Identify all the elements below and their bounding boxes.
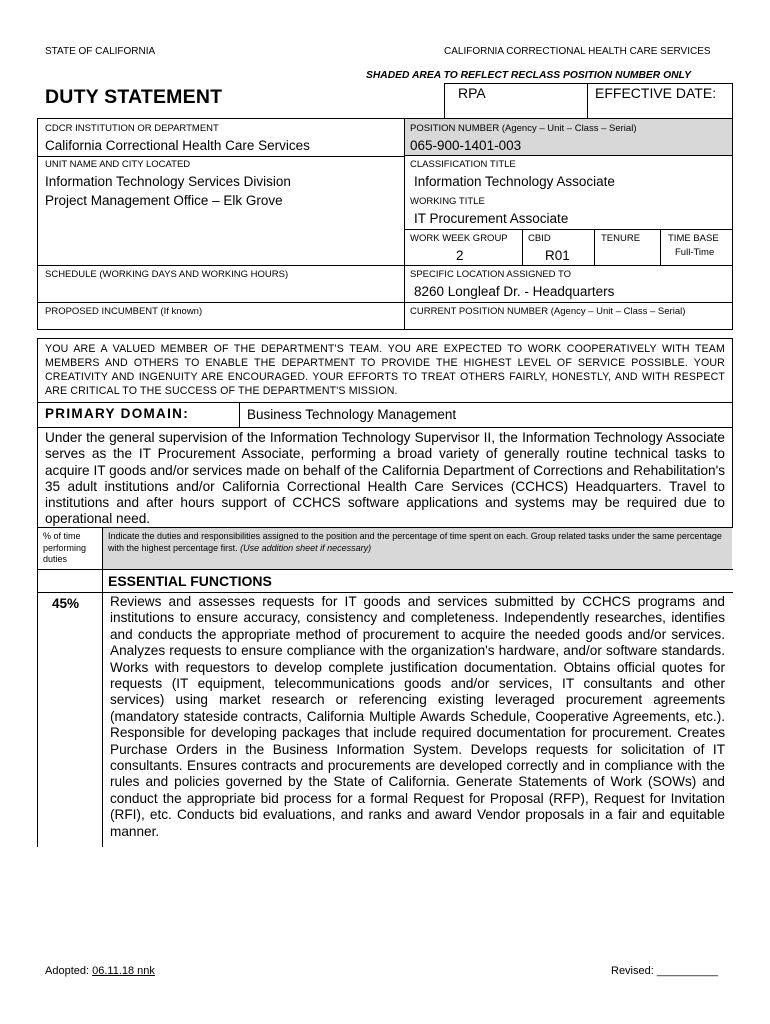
agency-label: CALIFORNIA CORRECTIONAL HEALTH CARE SERVICES	[444, 46, 711, 57]
shaded-area-note: SHADED AREA TO REFLECT RECLASS POSITION NUMBER ONLY	[366, 70, 691, 81]
schedule-label: SCHEDULE (WORKING DAYS AND WORKING HOURS)	[45, 269, 289, 280]
percent-time-label: % of time performing duties	[43, 531, 87, 564]
page-title: DUTY STATEMENT	[45, 86, 223, 108]
location-value: 8260 Longleaf Dr. - Headquarters	[414, 284, 615, 299]
cbid-label: CBID	[528, 233, 551, 244]
work-week-value: 2	[456, 248, 464, 263]
working-title-value: IT Procurement Associate	[414, 211, 569, 226]
work-week-label: WORK WEEK GROUP	[410, 233, 508, 244]
institution-label: CDCR INSTITUTION OR DEPARTMENT	[45, 123, 219, 134]
mission-statement: YOU ARE A VALUED MEMBER OF THE DEPARTMENT'S TEAM. YOU ARE EXPECTED TO WORK COOPERATIVELY WITH TEAM MEMBERS AND OTHERS TO ENABLE THE DEPARTMENT TO PROVIDE THE HIGHEST LEVEL OF SERVICE POSSIBLE. YOUR CREATIVITY AND INGENUITY ARE ENCOURAGED. YOUR EFFORTS TO TREAT OTHERS FAIRLY, HONESTLY, AND WITH RESPECT ARE CRITICAL TO THE SUCCESS OF THE DEPARTMENT'S MISSION.	[45, 343, 725, 397]
function-description: Reviews and assesses requests for IT goods and services submitted by CCHCS programs and institutions to ensure accuracy, consistency and completeness. Independently researches, identifies and conducts the appropriate method of procurement to acquire the needed goods and/or services. Analyzes requests to ensure compliance with the organization's hardware, and/or software standards. Works with requestors to develop complete justification documentation. Obtains official quotes for requests (IT equipment, telecommunications goods and/or services, IT consultants and other services) using market research or referencing existing leveraged procurement agreements (mandatory stateside contracts, California Multiple Awards Schedule, Cooperative Agreements, etc.). Responsible for developing packages that include required documentation for procurement. Creates Purchase Orders in the Business Information System. Develops requests for solicitation of IT consultants. Ensures contracts and procurements are developed correctly and in compliance with the rules and policies governed by the State of California. Generate Statements of Work (SOWs) and conduct the appropriate bid process for a formal Request for Proposal (RFP), Request for Invitation (RFI), etc. Conducts bid evaluations, and ranks and award Vendor proposals in a fair and equitable manner.	[110, 594, 725, 839]
working-title-label: WORKING TITLE	[410, 196, 485, 207]
classification-label: CLASSIFICATION TITLE	[410, 159, 516, 170]
location-label: SPECIFIC LOCATION ASSIGNED TO	[410, 269, 572, 280]
revised-footer: Revised: __________	[611, 965, 719, 977]
time-base-label: TIME BASE	[668, 233, 719, 244]
position-summary: Under the general supervision of the Information Technology Supervisor II, the Information Technology Associate serves as the IT Procurement Associate, performing a broad variety of generally routine technical tasks to acquire IT goods and/or services made on behalf of the California Department of Corrections and Rehabilitation's 35 adult institutions and/or California Correctional Health Care Services (CCHCS) Headquarters. Travel to institutions and after hours support of CCHCS software applications and systems may be required due to operational need.	[45, 430, 725, 527]
position-number-label: POSITION NUMBER (Agency – Unit – Class – Serial)	[410, 123, 637, 134]
unit-label: UNIT NAME AND CITY LOCATED	[45, 159, 191, 170]
function-percent: 45%	[52, 596, 80, 611]
effective-date-label: EFFECTIVE DATE:	[595, 85, 717, 101]
unit-value-line2: Project Management Office – Elk Grove	[45, 193, 283, 208]
time-base-value: Full-Time	[675, 247, 715, 258]
current-position-label: CURRENT POSITION NUMBER (Agency – Unit – Class – Serial)	[410, 306, 686, 317]
rpa-label: RPA	[458, 85, 486, 101]
state-label: STATE OF CALIFORNIA	[45, 46, 156, 57]
primary-domain-value: Business Technology Management	[247, 407, 457, 422]
classification-value: Information Technology Associate	[414, 174, 615, 189]
adopted-value: 06.11.18 nnk	[92, 965, 155, 977]
cbid-value: R01	[545, 248, 570, 263]
position-number-value: 065-900-1401-003	[410, 138, 522, 153]
duties-instructions: Indicate the duties and responsibilities assigned to the position and the percentage of time spent on each. Group related tasks under the same percentage with the highest percentage first. (Use addition sheet if necessary)	[108, 531, 722, 553]
revised-value: __________	[656, 965, 719, 977]
unit-value-line1: Information Technology Services Division	[45, 174, 291, 189]
institution-value: California Correctional Health Care Services	[45, 138, 310, 153]
essential-functions-heading: ESSENTIAL FUNCTIONS	[108, 573, 272, 589]
adopted-footer: Adopted: 06.11.18 nnk	[45, 965, 155, 977]
primary-domain-label: PRIMARY DOMAIN:	[45, 406, 189, 421]
tenure-label: TENURE	[601, 233, 641, 244]
incumbent-label: PROPOSED INCUMBENT (If known)	[45, 306, 203, 317]
